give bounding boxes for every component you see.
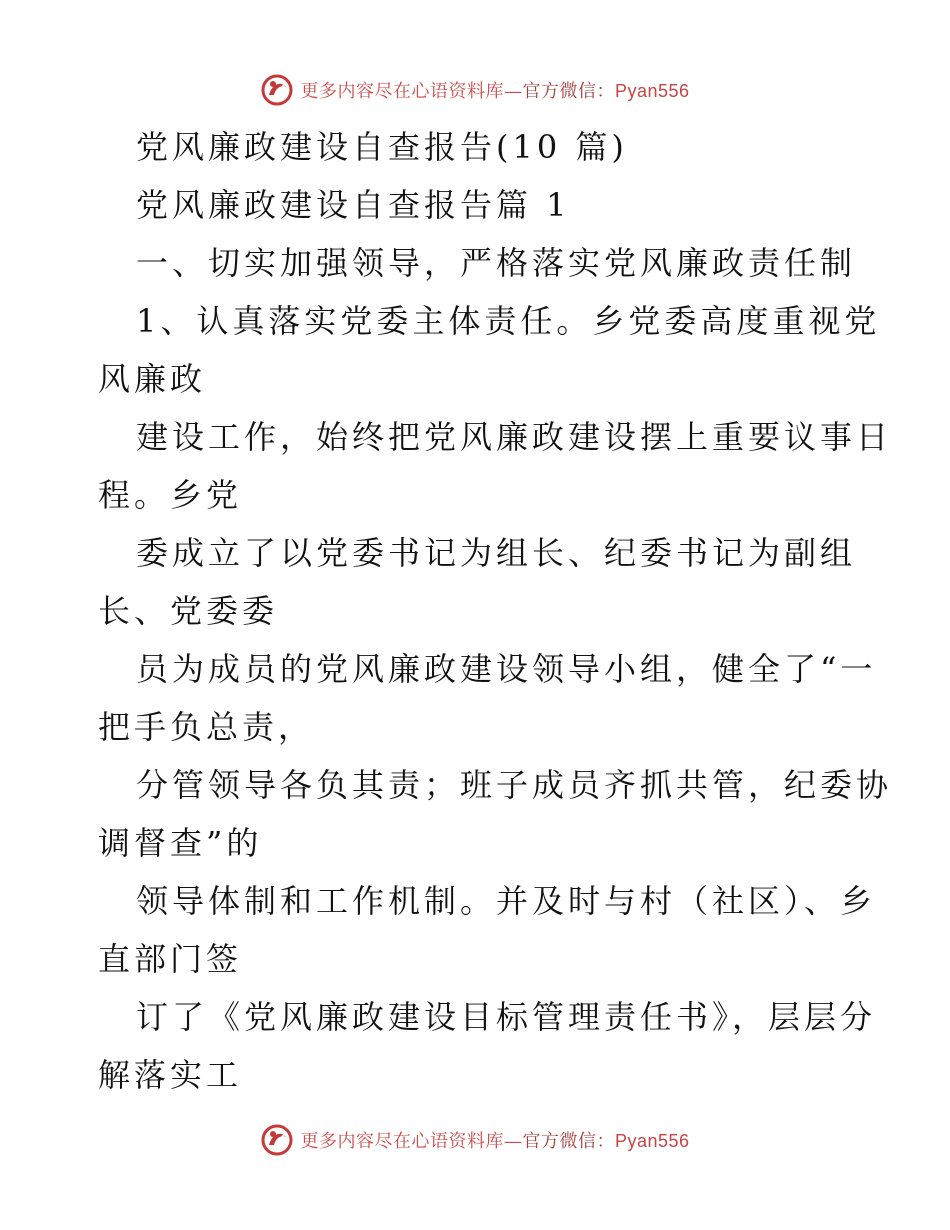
header-banner-text xyxy=(300,77,689,103)
footer-banner-title: 更多内容尽在心语资料库 xyxy=(300,1131,504,1152)
paragraph-line: 直部门签 xyxy=(98,940,243,978)
doc-title: 党风廉政建设自查报告(10 篇) xyxy=(136,128,628,166)
paragraph-line: 调督查”的 xyxy=(98,824,263,862)
footer-banner-separator: — xyxy=(503,1131,523,1152)
paragraph-line: 员为成员的党风廉政建设领导小组，健全了“一 xyxy=(136,650,877,688)
footer-banner-text xyxy=(300,1127,689,1153)
header-banner-id: Pyan556 xyxy=(614,81,690,101)
paragraph-line: 订了《党风廉政建设目标管理责任书》，层层分 xyxy=(136,998,877,1036)
paragraph-line: 委成立了以党委书记为组长、纪委书记为副组 xyxy=(136,534,857,572)
section-heading: 一、切实加强领导，严格落实党风廉政责任制 xyxy=(136,244,857,282)
footer-banner-id: Pyan556 xyxy=(614,1131,690,1151)
paragraph-line: 分管领导各负其责；班子成员齐抓共管，纪委协 xyxy=(136,766,893,804)
paragraph-line: 领导体制和工作机制。并及时与村（社区）、乡 xyxy=(136,882,877,920)
document-body xyxy=(98,118,893,1104)
paragraph-line: 长、党委委 xyxy=(98,592,279,630)
header-banner-separator: — xyxy=(503,81,523,102)
doc-subtitle: 党风廉政建设自查报告篇 1 xyxy=(136,186,571,224)
footer-banner xyxy=(0,1122,950,1158)
paragraph-line: 建设工作，始终把党风廉政建设摆上重要议事日 xyxy=(136,418,893,456)
paragraph-line: 程。乡党 xyxy=(98,476,243,514)
red-swirl-logo-icon xyxy=(260,73,294,107)
header-banner xyxy=(0,72,950,108)
header-banner-title: 更多内容尽在心语资料库 xyxy=(300,81,504,102)
paragraph-line: 把手负总责， xyxy=(98,708,315,746)
paragraph-line: 解落实工 xyxy=(98,1056,243,1094)
red-swirl-logo-icon xyxy=(260,1123,294,1157)
paragraph-line: 风廉政 xyxy=(98,360,207,398)
paragraph-line: 1、认真落实党委主体责任。乡党委高度重视党 xyxy=(136,302,881,340)
footer-banner-wechat: 官方微信： xyxy=(522,1131,615,1152)
header-banner-wechat: 官方微信： xyxy=(522,81,615,102)
